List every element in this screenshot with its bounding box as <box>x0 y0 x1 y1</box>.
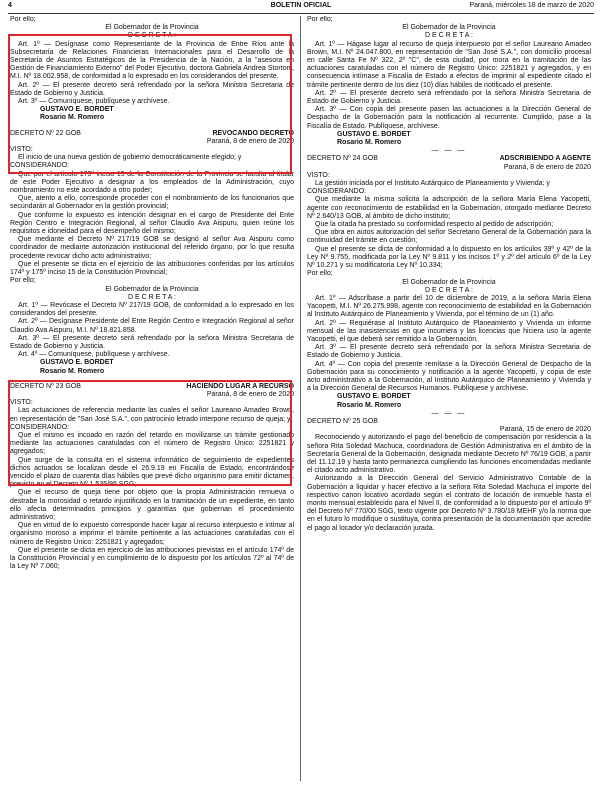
text-paragraph: Autorizando a la Dirección General del Servicio Administrativo Contable de la Gobernación a liquidar y hacer efectivo a la señora Rita Soledad Machuca el importe del respectivo canon locativo acordado según el contrato de locación de inmueble hasta el monto mensual establecido para el Nivel II, de conformidad a lo dispuesto por el artículo 9º del Decreto Nº 770/00 SGG, texto vigente por Decreto Nº 3.780/18 MEHF y/o la norma que en el futuro lo modifique o sustituya, contra presentación de la documentación que acredite el pago al locador y/o declaración jurada. <box>307 475 591 532</box>
text-paragraph: CONSIDERANDO: <box>10 423 70 431</box>
signature-name: GUSTAVO E. BORDET <box>40 359 114 367</box>
article-paragraph: Art. 4º — Comuníquese, publíquese y archívese. <box>18 351 170 359</box>
text-paragraph: Que surge de la consulta en el sistema informático de seguimiento de expedientes dichos actuados se localizan desde el 26.9.19 en Fiscalía de Estado, encontrándose vencido el plazo de cuarenta días hábiles que prevé dicho organismo para emitir dictamen, previsto en el Decreto Nº 1.535/95 SGG; <box>10 456 294 489</box>
text-paragraph: Que mediante el Decreto Nº 217/19 GOB se designó al señor Ava Aispuru como coordinador de mediante autorización institucional del referido órgano, por lo que resulta procedente revocar dicho acto administrativo; <box>10 236 294 260</box>
page-header <box>8 2 594 12</box>
highlight-box-decree-top <box>8 34 292 174</box>
article-paragraph: Art. 3º — Comuníquese, publíquese y archívese. <box>18 98 170 106</box>
decreta-line: D E C R E T A : <box>425 32 473 40</box>
signature-name: GUSTAVO E. BORDET <box>40 106 114 114</box>
decree-date: Paraná, 8 de enero de 2020 <box>206 137 294 145</box>
signature-name: Rosario M. Romero <box>40 114 105 122</box>
signature-name: Rosario M. Romero <box>40 367 105 375</box>
signature-name: Rosario M. Romero <box>337 401 402 409</box>
article-paragraph: Art. 3º — El presente decreto será refrendado por la señora Ministra Secretaria de Estado de Gobierno y Justicia. <box>10 334 294 350</box>
article-paragraph: Art. 2º — El presente decreto será refrendado por la señora Ministra Secretaria de Estado de Gobierno y Justicia. <box>307 89 591 106</box>
column-divider <box>300 16 301 781</box>
text-paragraph: Por ello; <box>307 16 333 23</box>
governor-line: El Gobernador de la Provincia <box>105 285 199 293</box>
text-paragraph: VISTO: <box>10 146 33 154</box>
decree-date: Paraná, 8 de enero de 2020 <box>503 163 591 171</box>
decreta-line: D E C R E T A : <box>128 293 176 301</box>
text-paragraph: CONSIDERANDO: <box>307 188 367 196</box>
decree-number: DECRETO Nº 23 GOB <box>10 382 81 390</box>
right-column <box>307 16 591 533</box>
text-paragraph: Por ello; <box>10 16 36 23</box>
separator-dashes: — — — <box>431 147 467 155</box>
article-paragraph: Art. 3º — El presente decreto será refrendado por la señora Ministra Secretaria de Estado de Gobierno y Justicia. <box>307 344 591 360</box>
text-paragraph: Que en virtud de lo expuesto corresponde hacer lugar al recurso interpuesto e intimar al organismo moroso a imprimir el trámite pertinente a las actuaciones caratuladas con el número de Registro Único: 2251821 y agregados; <box>10 522 294 546</box>
text-paragraph: Que el mismo es incoado en razón del retardo en movilizarse un trámite gestionado mediante las actuaciones caratuladas con el número de Registro Único: 2251821 y agregados; <box>10 431 294 456</box>
decreta-line: D E C R E T A : <box>425 286 473 294</box>
highlight-box-decree-22 <box>8 380 292 486</box>
publication-title: BOLETIN OFICIAL <box>270 2 332 9</box>
governor-line: El Gobernador de la Provincia <box>105 24 199 32</box>
decree-number: DECRETO Nº 22 GOB <box>10 129 81 137</box>
text-paragraph: Que conforme lo expuesto es intención designar en el cargo de Presidente del Ente Región Centro e Integración Regional, al señor Claudio Ava Aispuru, quien reúne los requisitos e idoneidad para el desempeño del mismo; <box>10 211 294 236</box>
decree-date: Paraná, 8 de enero de 2020 <box>206 390 294 398</box>
text-paragraph: Que obra en autos autorización del señor Secretario General de la Gobernación para la continuidad del trámite en cuestión; <box>307 229 591 245</box>
decree-number: DECRETO Nº 24 GOB <box>307 155 378 163</box>
text-paragraph: Que, atento a ello, corresponde proceder con el nombramiento de los funcionarios que secundarán al Gobernador en la gestión provincial; <box>10 195 294 211</box>
text-paragraph: Que el presente se dicta de conformidad a lo dispuesto en los artículos 39º y 42º de la Ley Nº 9.755, modificada por la Ley Nº 9.811 y los incisos 1º y 2º del artículo 6º de la Ley Nº 10.271 y su modificatoria Ley Nº 10.334; <box>307 245 591 270</box>
article-paragraph: Art. 2º — Desígnase Presidente del Ente Región Centro e Integración Regional al señor Claudio Ava Aispuru, M.I. Nº 18.821.858. <box>10 318 294 334</box>
text-paragraph: Reconociendo y autorizando el pago del beneficio de compensación por residencia a la señora Rita Soledad Machuca, coordinadora de Gestión Administrativa en el ámbito de la Secretaría General de la Gobernación, designada mediante Decreto Nº 76/19 GOB, a partir del 11.12.19 y hasta tanto permanezca cumpliendo las funciones encomendadas mediante el citado acto administrativo. <box>307 434 591 475</box>
article-paragraph: Art. 1º — Adscríbase a partir del 10 de diciembre de 2019, a la señora María Elena Yacopetti, M.I. Nº 26.275.998, agente con reconocimiento de estabilidad en la Gobernación al Instituto Autárquico de Planeamiento y Vivienda, por el término de un (1) año. <box>307 294 591 319</box>
decree-title: REVOCANDO DECRETO <box>212 129 294 137</box>
text-paragraph: VISTO: <box>10 399 33 407</box>
article-paragraph: Art. 3º — Con copia del presente pasen las actuaciones a la Dirección General de Despacho de la Gobernación para la notificación al recurrente. Cumplido, pase a la Fiscalía de Estado. Publíquese, archívese. <box>307 106 591 130</box>
governor-line: El Gobernador de la Provincia <box>402 24 496 32</box>
decree-date: Paraná, 15 de enero de 2020 <box>499 426 591 434</box>
text-paragraph: Que el presente se dicta en ejercicio de las atribuciones previstas en el artículo 174º de la Constitución Provincial y en cumplimiento de lo dispuesto por los artículos 72º al 74º de la Ley Nº 7.060; <box>10 546 294 571</box>
governor-line: El Gobernador de la Provincia <box>402 278 496 286</box>
text-paragraph: Que por el artículo 175º inciso 15 de la Constitución de la Provincia se faculta al titular de este Poder Ejecutivo a designar a los empleados de la Administración, cuyo nombramiento no esté acordado a otro poder; <box>10 170 294 195</box>
text-paragraph: Que mediante la misma solicita la adscripción de la señora María Elena Yacopetti, agente con reconocimiento de estabilidad en la Gobernación, otorgado mediante Decreto Nº 2.640/13 GOB, al ámbito de dicho instituto; <box>307 196 591 220</box>
text-paragraph: Que la citada ha prestado su conformidad respecto al pedido de adscripción; <box>315 221 554 229</box>
article-paragraph: Art. 1º — Desígnase como Representante de la Provincia de Entre Ríos ante la Subsecretaría de Relaciones Financieras Internacionales para el Desarrollo de la Secretaría de Asuntos Estratégicos de la Presidencia de la Nación, a la "asesora en Gestión de Financiamiento Externo" del Poder Ejecutivo, doctora Gabriela Andrea Stortoni, M.I. Nº 18.002.958, de conformidad a lo expresado en los considerandos del presente. <box>10 40 294 81</box>
article-paragraph: Art. 4º — Con copia del presente remítase a la Dirección General de Despacho de la Gobernación para su conocimiento y notificación a la agente Yacopetti, y copia de este acto administrativo a la Gobernación, al Instituto Autárquico de Planeamiento y Vivienda y a la Dirección General de Recursos Humanos. Publíquese y archívese. <box>307 360 591 393</box>
text-paragraph: La gestión iniciada por el Instituto Autárquico de Planeamiento y Vivienda; y <box>315 180 550 188</box>
article-paragraph: Art. 1º — Hágase lugar al recurso de queja interpuesto por el señor Laureano Amadeo Brown, M.I. Nº 24.047.800, en representación de "San José S.A.", con domicilio procesal en calle Santa Fe Nº 322, 2º "C", de esta ciudad, por mora en la tramitación de las actuaciones caratuladas con el número de Registro Único: 2251821 y agregados, y en consecuencia intímase a Fiscalía de Estado a efectos de imprimir al expediente citado el trámite pertinente dentro de los diez (10) días hábiles de notificado el presente. <box>307 40 591 89</box>
decree-number: DECRETO Nº 25 GOB <box>307 417 378 425</box>
text-paragraph: Las actuaciones de referencia mediante las cuales el señor Laureano Amadeo Brown, en representación de "San José S.A.", con patrocinio letrado interpone recurso de queja; y <box>10 407 294 423</box>
header-rule <box>8 13 594 14</box>
text-paragraph: CONSIDERANDO: <box>10 162 70 170</box>
article-paragraph: Art. 2º — Requiérase al Instituto Autárquico de Planeamiento y Vivienda un informe mensual de las inasistencias en que incurriera y las licencias que hiciera uso la agente Yacopetti, el que deberá ser remitido a la Gobernación. <box>307 319 591 343</box>
article-paragraph: Art. 1º — Revócase el Decreto Nº 217/19 GOB, de conformidad a lo expresado en los considerandos del presente. <box>10 301 294 318</box>
signature-name: GUSTAVO E. BORDET <box>337 393 411 401</box>
decree-heading <box>307 155 591 163</box>
text-paragraph: Por ello; <box>10 277 36 285</box>
text-paragraph: VISTO: <box>307 171 330 179</box>
text-paragraph: El inicio de una nueva gestión de gobierno democráticamente elegido; y <box>18 154 242 162</box>
text-paragraph: Que el presente se dicta en el ejercicio de las atribuciones conferidas por los artículos 174º y 175º inciso 15 de la Constitución Provincial; <box>10 260 294 277</box>
decree-title: HACIENDO LUGAR A RECURSO <box>186 382 294 390</box>
text-paragraph: Por ello; <box>307 270 333 278</box>
text-paragraph: Que el recurso de queja tiene por objeto que la propia Administración remueva o destrabe la morosidad o retardo injustificado en la tramitación de un expediente, en tanto ello afecta determinados principios y garantías que gobiernan el procedimiento administrativo; <box>10 489 294 521</box>
signature-name: Rosario M. Romero <box>337 139 402 147</box>
publication-date: Paraná, miércoles 18 de marzo de 2020 <box>469 2 594 9</box>
signature-name: GUSTAVO E. BORDET <box>337 130 411 138</box>
decree-heading <box>307 418 591 426</box>
separator-dashes: — — — <box>431 409 467 417</box>
article-paragraph: Art. 2º — El presente decreto será refrendado por la señora Ministra Secretaria de Estado de Gobierno y Justicia. <box>10 81 294 97</box>
page-number: 4 <box>8 2 12 9</box>
decree-title: ADSCRIBIENDO A AGENTE <box>499 155 591 163</box>
decreta-line: D E C R E T A : <box>128 32 176 40</box>
